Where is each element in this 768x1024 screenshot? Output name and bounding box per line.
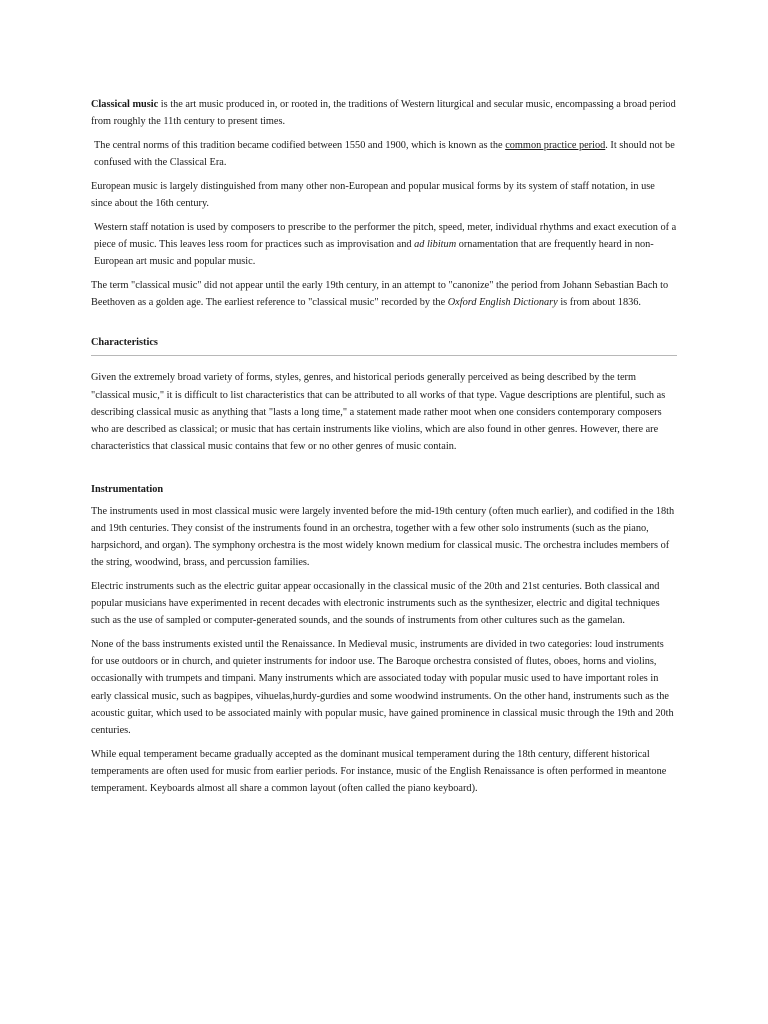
intro-paragraph-5-before: The term "classical music" did not appear until the early 19th century, in an attempt to "canonize" the period from Johann Sebastian Bach to Beethoven as a golden age. The earliest reference to "classical music" recorded by the <box>91 279 669 309</box>
instrumentation-paragraph-4: While equal temperament became gradually accepted as the dominant musical temperament during the 18th century, different historical temperaments are often used for music from earlier periods. For instance, music of the English Renaissance is often performed in meantone temperament. Keyboards almost all share a common layout (often called the piano keyboard). <box>91 748 667 795</box>
intro-paragraph-4-after: ornamentation that are frequently heard in non-European art music and popular music. <box>94 238 654 268</box>
intro-paragraph-3: European music is largely distinguished from many other non-European and popular musical forms by its system of staff notation, in use since about the 16th century. <box>91 180 655 210</box>
document-page <box>91 96 677 804</box>
intro-paragraph-2-before: The central norms of this tradition became codified between 1550 and 1900, which is known as the <box>94 139 506 151</box>
intro-paragraph-4-before: Western staff notation is used by composers to prescribe to the performer the pitch, speed, meter, individual rhythms and exact execution of a piece of music. This leaves less room for practices such as improvisation and <box>94 221 677 250</box>
characteristics-paragraph-1: Given the extremely broad variety of forms, styles, genres, and historical periods generally perceived as being described by the term "classical music," it is difficult to list characteristics that can be attributed to all works of that type. Vague descriptions are plentiful, such as describing classical music as anything that "lasts a long time," a statement made rather moot when one considers contemporary composers who are described as classical; or music that has certain instruments like violins, which are also found in other genres. However, there are characteristics that classical music contains that few or no other genres of music contain. <box>91 372 666 453</box>
common-practice-period-link[interactable]: common practice period <box>505 139 606 151</box>
oxford-english-dictionary-title: Oxford English Dictionary <box>447 297 558 309</box>
intro-paragraph-5 <box>91 277 677 311</box>
ad-libitum-term: ad libitum <box>414 238 457 250</box>
intro-paragraph-1-text: is the art music produced in, or rooted in, the traditions of Western liturgical and secular music, encompassing a broad period from roughly the 11th century to present times. <box>91 99 676 128</box>
instrumentation-paragraph-1: The instruments used in most classical music were largely invented before the mid-19th century (often much earlier), and codified in the 18th and 19th centuries. They consist of the instruments found in an orchestra, together with a few other solo instruments (such as the piano, harpsichord, and organ). The symphony orchestra is the most widely known medium for classical music. The orchestra includes members of the string, woodwind, brass, and percussion families. <box>91 505 675 569</box>
instrumentation-paragraph-2: Electric instruments such as the electric guitar appear occasionally in the classical music of the 20th and 21st centuries. Both classical and popular musicians have experimented in recent decades with electronic instruments such as the synthesizer, electric and digital techniques such as the use of sampled or computer-generated sounds, and the sounds of instruments from other cultures such as the gamelan. <box>91 580 660 627</box>
intro-paragraph-2-after: . It should not be confused with the Classical Era. <box>94 139 675 169</box>
term-classical-music: Classical music <box>91 99 159 110</box>
intro-paragraph-1 <box>91 96 677 130</box>
instrumentation-paragraph-3: None of the bass instruments existed until the Renaissance. In Medieval music, instruments are divided in two categories: loud instruments for use outdoors or in church, and quieter instruments for indoor use. The Baroque orchestra consisted of flutes, oboes, horns and violins, occasionally with trumpets and timpani. Many instruments which are associated today with popular music used to have important roles in early classical music, such as bagpipes, vihuelas,hurdy-gurdies and some woodwind instruments. On the other hand, instruments such as the acoustic guitar, which used to be associated mainly with popular music, have gained prominence in classical music through the 19th and 20th centuries. <box>91 639 674 737</box>
section-heading-characteristics: Characteristics <box>91 334 677 356</box>
intro-paragraph-4 <box>91 219 677 271</box>
intro-paragraph-5-after: is from about 1836. <box>557 297 641 309</box>
intro-paragraph-2 <box>91 137 677 171</box>
section-heading-instrumentation: Instrumentation <box>91 484 164 496</box>
